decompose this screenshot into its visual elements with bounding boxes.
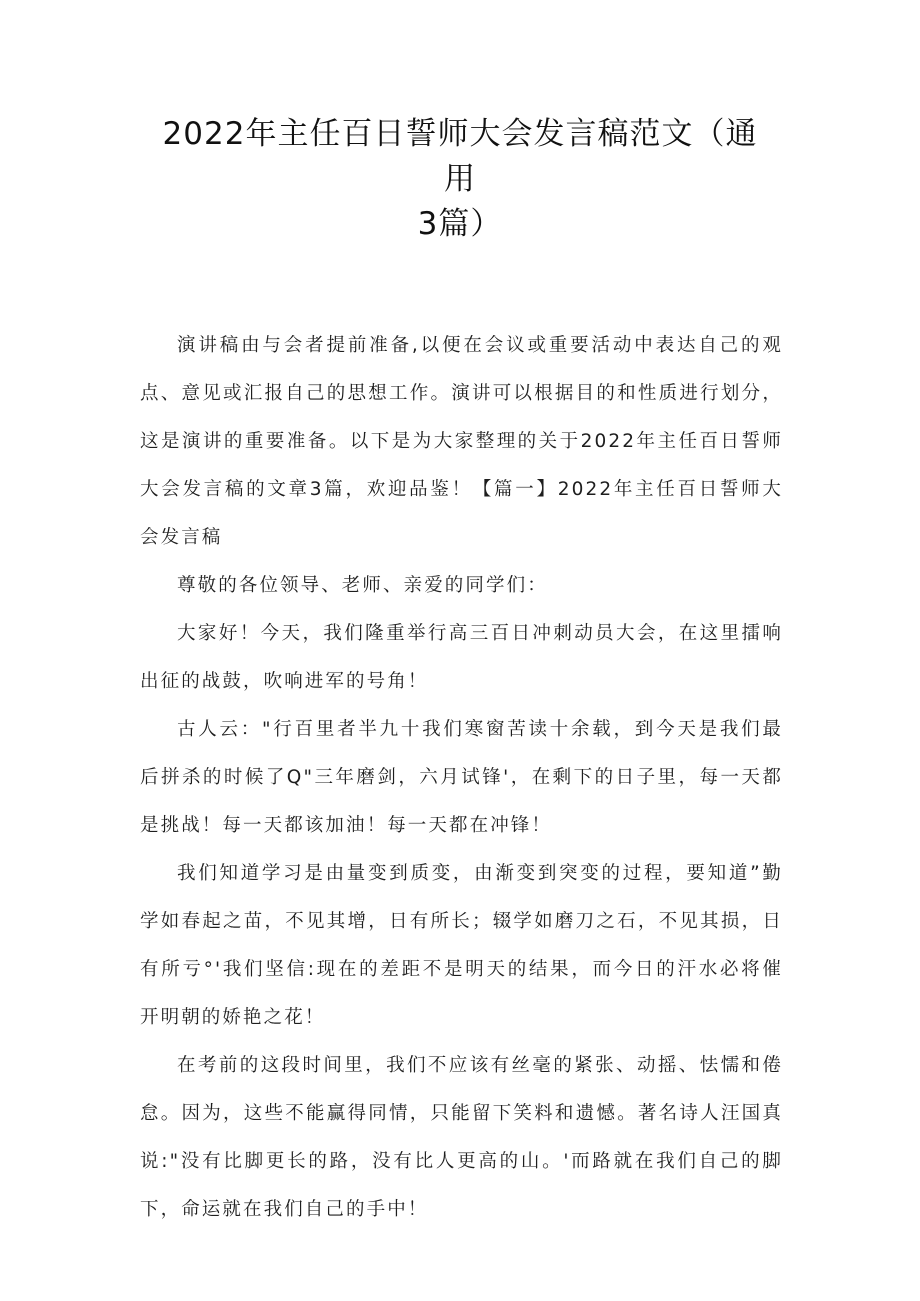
title-line-3: 3篇） xyxy=(417,206,503,242)
document-title xyxy=(100,112,820,247)
paragraph-greeting: 大家好！今天，我们隆重举行高三百日冲刺动员大会，在这里擂响出征的战鼓，吹响进军的号角！ xyxy=(140,623,783,692)
paragraph-salutation: 尊敬的各位领导、老师、亲爱的同学们： xyxy=(177,575,548,596)
document-body xyxy=(140,322,783,1234)
title-line-2: 用 xyxy=(444,161,476,197)
paragraph-mindset: 在考前的这段时间里，我们不应该有丝毫的紧张、动摇、怯懦和倦怠。因为，这些不能赢得同情，只能留下笑料和遗憾。著名诗人汪国真说:"没有比脚更长的路，没有比人更高的山。'而路就在我们自己的脚下，命运就在我们自己的手中！ xyxy=(140,1055,783,1220)
paragraph-learning: 我们知道学习是由量变到质变，由渐变到突变的过程，要知道”勤学如春起之苗，不见其增，日有所长；辍学如磨刀之石，不见其损，日有所亏°'我们坚信:现在的差距不是明天的结果，而今日的汗水必将催开明朝的娇艳之花！ xyxy=(140,863,783,1028)
paragraph-ancient-saying: 古人云："行百里者半九十我们寒窗苦读十余载，到今天是我们最后拼杀的时候了Q"三年磨剑，六月试锋'，在剩下的日子里，每一天都是挑战！每一天都该加油！每一天都在冲锋！ xyxy=(140,719,783,836)
paragraph-intro: 演讲稿由与会者提前准备,以便在会议或重要活动中表达自己的观点、意见或汇报自己的思想工作。演讲可以根据目的和性质进行划分，这是演讲的重要准备。以下是为大家整理的关于2022年主任百日誓师大会发言稿的文章3篇，欢迎品鉴！【篇一】2022年主任百日誓师大会发言稿 xyxy=(140,335,783,548)
title-line-1: 2022年主任百日誓师大会发言稿范文（通 xyxy=(162,116,758,152)
